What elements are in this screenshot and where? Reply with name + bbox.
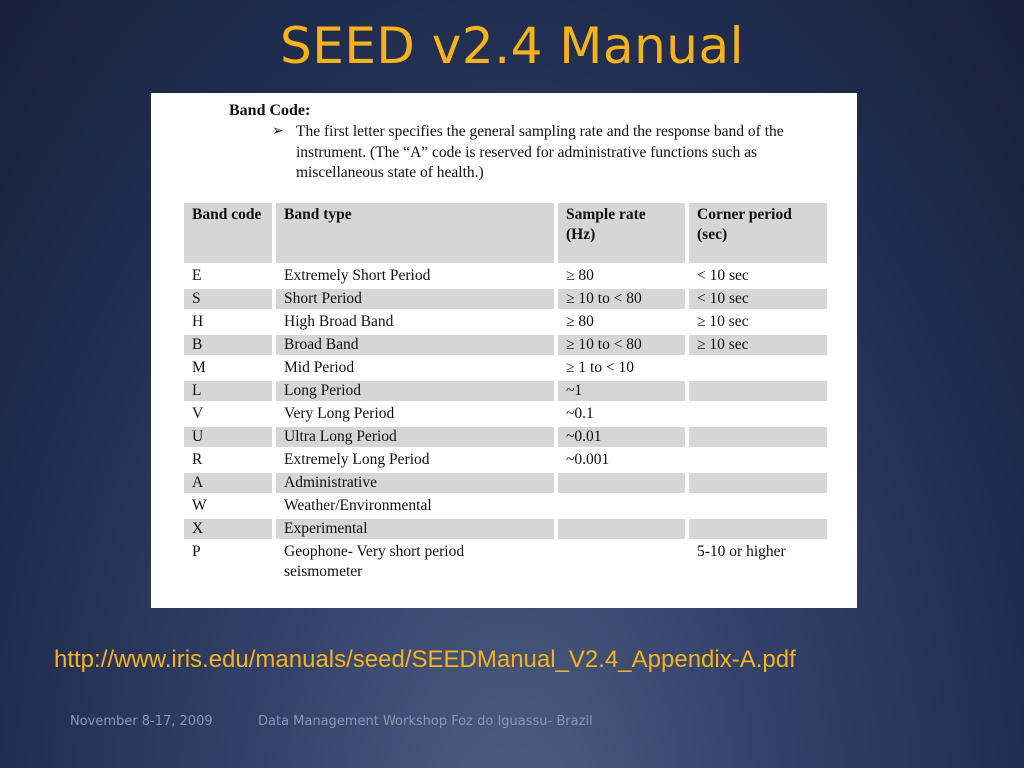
corner-period-cell	[685, 496, 827, 516]
band-type-cell: Long Period	[272, 381, 554, 401]
band-code-description: The first letter specifies the general sampling rate and the response band of the instrument. (The “A” code is reserved for administrative functions such as miscellaneous state of health.)	[296, 123, 784, 181]
table-row	[184, 450, 827, 470]
band-type-cell: Broad Band	[272, 335, 554, 355]
band-code-cell: R	[184, 450, 272, 470]
band-type-cell: Short Period	[272, 289, 554, 309]
column-header-sample-rate: Sample rate (Hz)	[554, 203, 685, 263]
band-code-table	[184, 200, 827, 585]
sample-rate-cell: ≥ 10 to < 80	[554, 335, 685, 355]
corner-period-cell: ≥ 10 sec	[685, 335, 827, 355]
sample-rate-cell: ~0.1	[554, 404, 685, 424]
band-code-cell: V	[184, 404, 272, 424]
corner-period-cell	[685, 519, 827, 539]
slide-title: SEED v2.4 Manual	[279, 17, 744, 75]
band-code-cell: P	[184, 542, 272, 582]
sample-rate-cell: ~0.01	[554, 427, 685, 447]
table-row	[184, 266, 827, 286]
corner-period-cell	[685, 427, 827, 447]
sample-rate-cell: ~0.001	[554, 450, 685, 470]
table-row	[184, 289, 827, 309]
table-row	[184, 381, 827, 401]
band-code-cell: A	[184, 473, 272, 493]
table-row	[184, 335, 827, 355]
table-row	[184, 404, 827, 424]
sample-rate-cell: ≥ 10 to < 80	[554, 289, 685, 309]
corner-period-cell	[685, 358, 827, 378]
band-type-cell: Administrative	[272, 473, 554, 493]
band-code-cell: B	[184, 335, 272, 355]
table-row	[184, 519, 827, 539]
table-row	[184, 427, 827, 447]
band-code-cell: E	[184, 266, 272, 286]
manual-excerpt	[151, 93, 857, 608]
band-type-cell: Mid Period	[272, 358, 554, 378]
table-row	[184, 358, 827, 378]
band-type-cell: Very Long Period	[272, 404, 554, 424]
band-code-cell: L	[184, 381, 272, 401]
sample-rate-cell	[554, 542, 685, 582]
sample-rate-cell: ≥ 80	[554, 266, 685, 286]
band-code-cell: X	[184, 519, 272, 539]
band-code-cell: H	[184, 312, 272, 332]
column-header-corner-period: Corner period (sec)	[685, 203, 827, 263]
band-type-cell: Experimental	[272, 519, 554, 539]
table-row	[184, 473, 827, 493]
footer-event: Data Management Workshop Foz do Iguassu- Brazil	[258, 714, 593, 729]
band-type-cell: Extremely Long Period	[272, 450, 554, 470]
corner-period-cell: ≥ 10 sec	[685, 312, 827, 332]
band-code-cell: W	[184, 496, 272, 516]
corner-period-cell	[685, 473, 827, 493]
corner-period-cell: 5-10 or higher	[685, 542, 827, 582]
sample-rate-cell	[554, 519, 685, 539]
source-url-link[interactable]: http://www.iris.edu/manuals/seed/SEEDManual_V2.4_Appendix-A.pdf	[54, 646, 796, 673]
band-type-cell: Weather/Environmental	[272, 496, 554, 516]
band-code-cell: M	[184, 358, 272, 378]
table-row	[184, 542, 827, 582]
sample-rate-cell: ≥ 80	[554, 312, 685, 332]
band-code-cell: S	[184, 289, 272, 309]
corner-period-cell	[685, 450, 827, 470]
table-row	[184, 496, 827, 516]
table-body	[184, 266, 827, 582]
arrow-bullet-icon: ➢	[272, 124, 284, 139]
sample-rate-cell	[554, 496, 685, 516]
sample-rate-cell: ≥ 1 to < 10	[554, 358, 685, 378]
band-type-cell: Geophone- Very short period seismometer	[272, 542, 554, 582]
table-header-row	[184, 203, 827, 263]
sample-rate-cell	[554, 473, 685, 493]
corner-period-cell	[685, 381, 827, 401]
band-code-heading: Band Code:	[229, 102, 311, 119]
band-code-cell: U	[184, 427, 272, 447]
corner-period-cell: < 10 sec	[685, 289, 827, 309]
footer-date: November 8-17, 2009	[70, 714, 213, 729]
sample-rate-cell: ~1	[554, 381, 685, 401]
band-type-cell: Extremely Short Period	[272, 266, 554, 286]
band-type-cell: High Broad Band	[272, 312, 554, 332]
band-type-cell: Ultra Long Period	[272, 427, 554, 447]
table-row	[184, 312, 827, 332]
corner-period-cell: < 10 sec	[685, 266, 827, 286]
column-header-band-type: Band type	[272, 203, 554, 263]
corner-period-cell	[685, 404, 827, 424]
column-header-band-code: Band code	[184, 203, 272, 263]
